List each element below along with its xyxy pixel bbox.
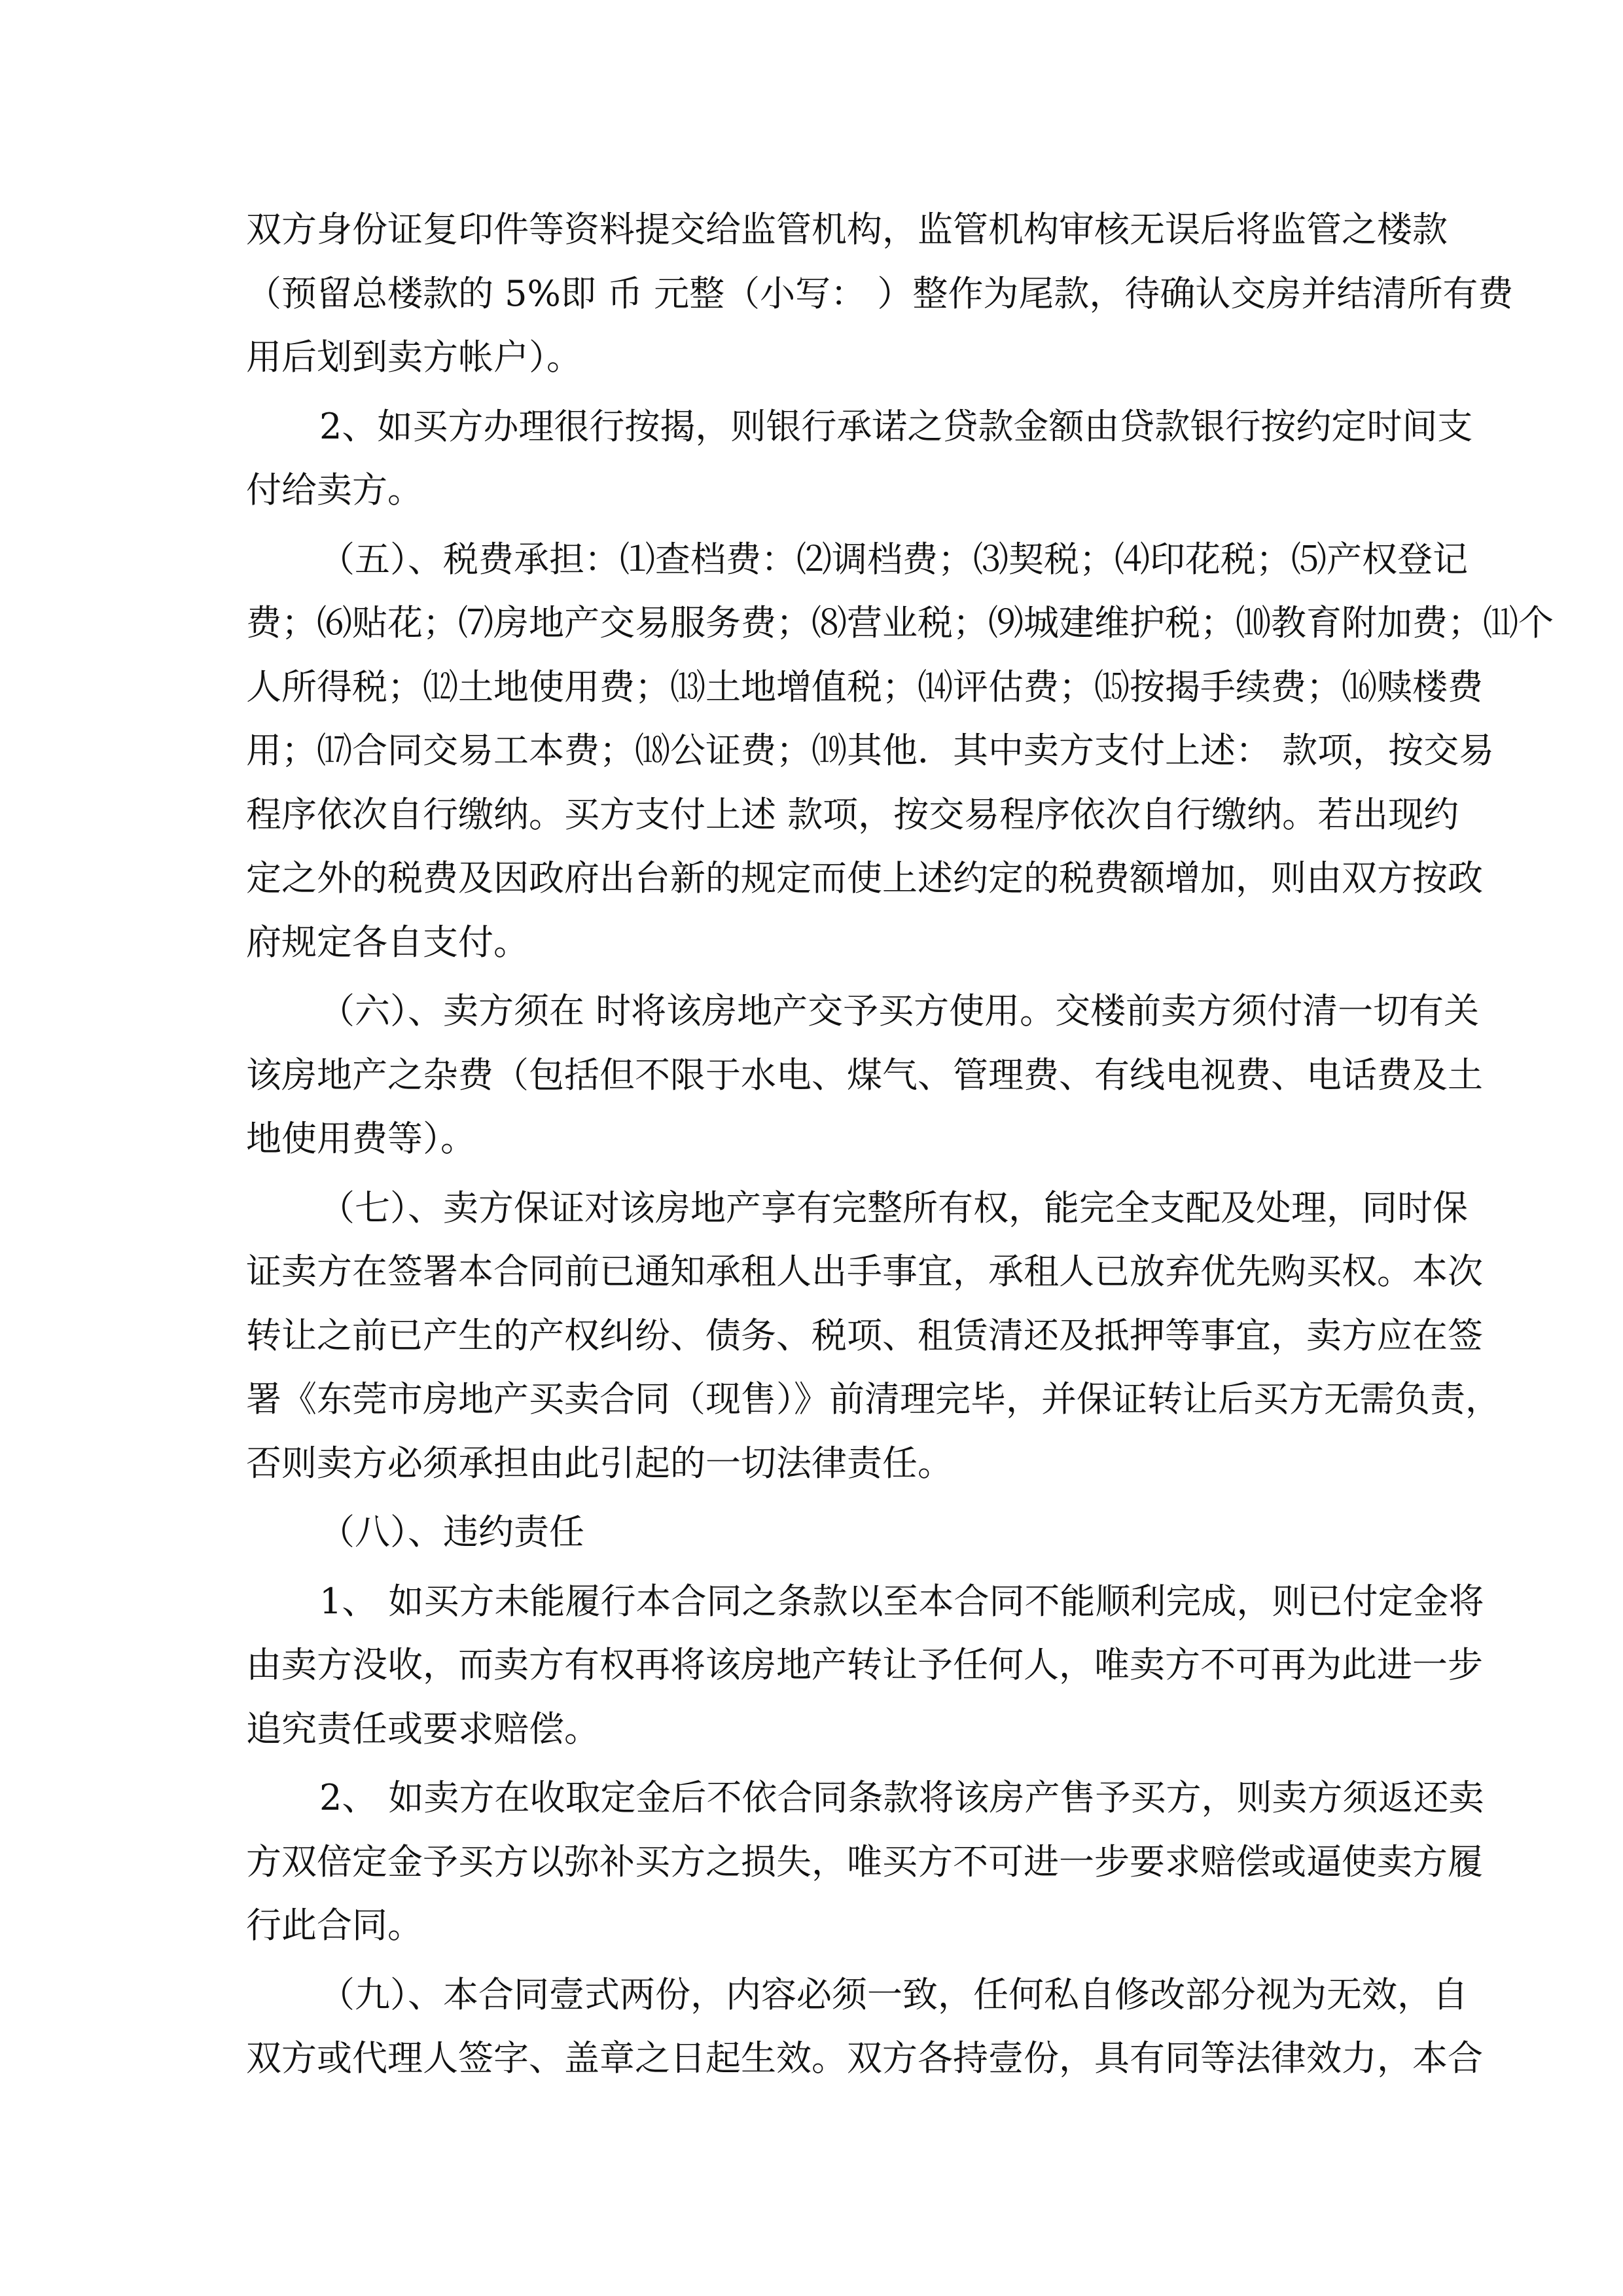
text-line: 署《东莞市房地产买卖合同（现售）》前清理完毕，并保证转让后买方无需负责，	[246, 1378, 1501, 1420]
text-line: 用；⒄合同交易工本费；⒅公证费；⒆其他．其中卖方支付上述： 款项，按交易	[246, 730, 1495, 771]
text-line: 地使用费等）。	[246, 1118, 476, 1159]
text-line: 双方或代理人签字、盖章之日起生效。双方各持壹份，具有同等法律效力，本合	[246, 2037, 1483, 2079]
text-line: （九）、本合同壹式两份，内容必须一致，任何私自修改部分视为无效，自	[319, 1973, 1468, 2015]
text-line: 2、 如卖方在收取定金后不依合同条款将该房产售予买方，则卖方须返还卖	[319, 1777, 1484, 1818]
text-line: 否则卖方必须承担由此引起的一切法律责任。	[246, 1442, 953, 1484]
paragraph	[246, 528, 1554, 975]
text-line: 转让之前已产生的产权纠纷、债务、税项、租赁清还及抵押等事宜，卖方应在签	[246, 1314, 1483, 1356]
text-line: 程序依次自行缴纳。买方支付上述 款项，按交易程序依次自行缴纳。若出现约	[246, 793, 1459, 835]
text-line: 双方身份证复印件等资料提交给监管机构，监管机构审核无误后将监管之楼款	[246, 209, 1448, 250]
text-line: （预留总楼款的 5%即 币 元整（小写： ）整作为尾款，待确认交房并结清所有费	[246, 272, 1514, 314]
text-line: 用后划到卖方帐户）。	[246, 336, 582, 378]
paragraph	[246, 1963, 1483, 2090]
paragraph	[246, 198, 1514, 389]
text-line: 人所得税；⑿土地使用费；⒀土地增值税；⒁评估费；⒂按揭手续费；⒃赎楼费	[246, 666, 1483, 708]
paragraph	[246, 1766, 1484, 1958]
text-line: 方双倍定金予买方以弥补买方之损失，唯买方不可进一步要求赔偿或逼使卖方履	[246, 1840, 1483, 1882]
paragraph	[246, 979, 1483, 1171]
paragraph	[246, 395, 1473, 522]
paragraph	[246, 1176, 1501, 1496]
text-line: 费；⑹贴花；⑺房地产交易服务费；⑻营业税；⑼城建维护税；⑽教育附加费；⑾个	[246, 602, 1554, 643]
text-line: 行此合同。	[246, 1905, 423, 1946]
text-line: 该房地产之杂费（包括但不限于水电、煤气、管理费、有线电视费、电话费及土	[246, 1054, 1483, 1096]
document-body	[246, 198, 1554, 2090]
text-line: （五）、税费承担：⑴查档费：⑵调档费；⑶契税；⑷印花税；⑸产权登记	[319, 538, 1468, 580]
text-line: 府规定各自支付。	[246, 921, 529, 963]
text-line: 定之外的税费及因政府出台新的规定而使上述约定的税费额增加，则由双方按政	[246, 857, 1483, 899]
paragraph	[246, 1570, 1484, 1761]
text-line: 付给卖方。	[246, 469, 423, 511]
text-line: 由卖方没收，而卖方有权再将该房地产转让予任何人，唯卖方不可再为此进一步	[246, 1644, 1483, 1685]
text-line: 2、如买方办理很行按揭，则银行承诺之贷款金额由贷款银行按约定时间支	[319, 405, 1473, 447]
text-line: （六）、卖方须在 时将该房地产交予买方使用。交楼前卖方须付清一切有关	[319, 990, 1480, 1031]
text-line: 证卖方在签署本合同前已通知承租人出手事宜，承租人已放弃优先购买权。本次	[246, 1251, 1483, 1292]
text-line: （八）、违约责任	[319, 1511, 584, 1552]
text-line: 追究责任或要求赔偿。	[246, 1708, 599, 1749]
paragraph	[246, 1500, 1377, 1564]
text-line: （七）、卖方保证对该房地产享有完整所有权，能完全支配及处理，同时保	[319, 1187, 1468, 1229]
text-line: 1、 如买方未能履行本合同之条款以至本合同不能顺利完成，则已付定金将	[319, 1580, 1484, 1622]
